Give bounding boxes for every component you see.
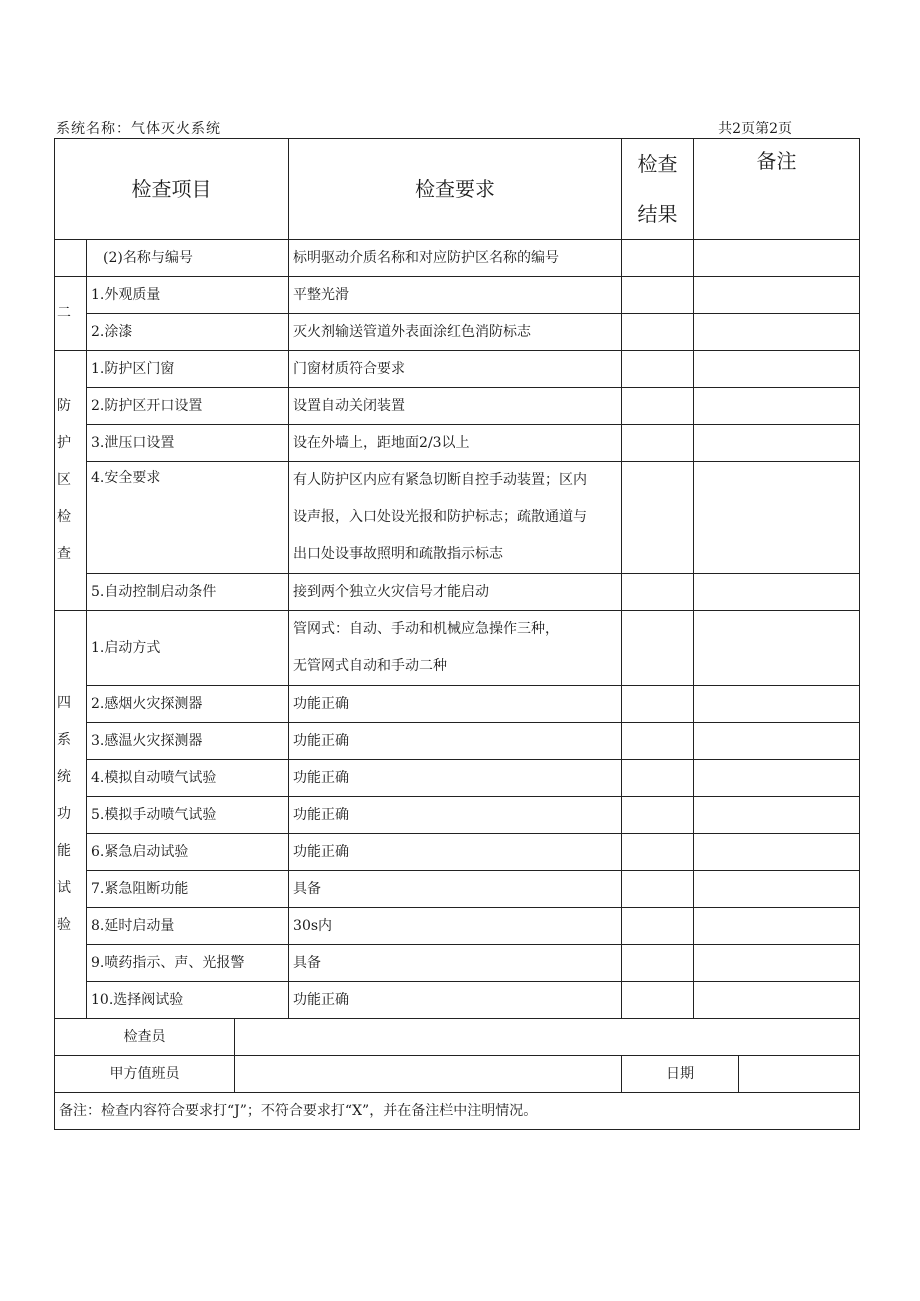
remark-cell[interactable] [694,797,860,834]
result-cell[interactable] [622,834,694,871]
section-four [55,611,87,1019]
requirement-cell: 门窗材质符合要求 [289,351,622,388]
remark-cell[interactable] [694,388,860,425]
section-three-line: 区检 [57,472,71,525]
section-four-line: 四系 [57,695,71,748]
remark-cell[interactable] [694,425,860,462]
result-cell[interactable] [622,611,694,686]
requirement-cell: 功能正确 [289,686,622,723]
requirement-line: 设声报，入口处设光报和防护标志；疏散通道与 [293,509,588,525]
table-row [55,425,860,462]
remark-cell[interactable] [694,611,860,686]
table-row [55,388,860,425]
item-cell: 8.延时启动量 [87,908,289,945]
col-header-result [622,139,694,240]
col-header-item: 检查项目 [55,139,289,240]
requirement-cell: 功能正确 [289,723,622,760]
item-cell: 2.感烟火灾探测器 [87,686,289,723]
section-three-line: 查 [57,546,71,562]
requirement-cell: 标明驱动介质名称和对应防护区名称的编号 [289,240,622,277]
item-cell: 9.喷药指示、声、光报警 [87,945,289,982]
item-cell: 3.泄压口设置 [87,425,289,462]
table-row [55,945,860,982]
remark-cell[interactable] [694,760,860,797]
item-cell: 1.外观质量 [87,277,289,314]
table-row [55,277,860,314]
col-header-result-line2: 结果 [637,202,678,226]
table-row [55,908,860,945]
inspection-table [54,138,860,1130]
section-three [55,351,87,611]
result-cell[interactable] [622,425,694,462]
item-cell: 10.选择阀试验 [87,982,289,1019]
result-cell[interactable] [622,277,694,314]
result-cell[interactable] [622,908,694,945]
table-header-row [55,139,860,240]
item-cell: 7.紧急阻断功能 [87,871,289,908]
requirement-cell: 设置自动关闭装置 [289,388,622,425]
col-header-remark: 备注 [694,139,860,240]
duty-row [55,1056,860,1093]
result-cell[interactable] [622,686,694,723]
result-cell[interactable] [622,574,694,611]
table-row [55,462,860,574]
col-header-requirement: 检查要求 [289,139,622,240]
item-cell: 1.启动方式 [87,611,289,686]
remark-cell[interactable] [694,314,860,351]
requirement-cell: 功能正确 [289,834,622,871]
col-header-result-line1: 检查 [637,152,678,176]
table-row [55,574,860,611]
item-cell: (2)名称与编号 [87,240,289,277]
table-row [55,611,860,686]
date-label: 日期 [622,1056,739,1093]
page-info: 共2页第2页 [718,121,792,137]
requirement-cell: 接到两个独立火灾信号才能启动 [289,574,622,611]
item-cell: 1.防护区门窗 [87,351,289,388]
table-row [55,797,860,834]
requirement-line: 有人防护区内应有紧急切断自控手动装置；区内 [293,472,588,488]
table-row [55,834,860,871]
system-name: 系统名称：气体灭火系统 [56,121,221,137]
result-cell[interactable] [622,723,694,760]
requirement-cell: 设在外墙上，距地面2/3以上 [289,425,622,462]
remark-cell[interactable] [694,277,860,314]
inspector-label: 检查员 [55,1019,235,1056]
result-cell[interactable] [622,982,694,1019]
table-row [55,351,860,388]
item-cell: 4.模拟自动喷气试验 [87,760,289,797]
result-cell[interactable] [622,797,694,834]
remark-cell[interactable] [694,908,860,945]
item-cell: 3.感温火灾探测器 [87,723,289,760]
duty-value[interactable] [235,1056,622,1093]
result-cell[interactable] [622,945,694,982]
requirement-cell: 具备 [289,871,622,908]
remark-cell[interactable] [694,351,860,388]
remark-cell[interactable] [694,945,860,982]
section-two: 二 [55,277,87,351]
inspector-row [55,1019,860,1056]
result-cell[interactable] [622,760,694,797]
footer-note: 备注：检查内容符合要求打“J”；不符合要求打“X”，并在备注栏中注明情况。 [55,1093,860,1130]
table-row [55,686,860,723]
item-cell: 5.模拟手动喷气试验 [87,797,289,834]
item-cell: 2.涂漆 [87,314,289,351]
remark-cell[interactable] [694,982,860,1019]
item-cell: 2.防护区开口设置 [87,388,289,425]
item-cell: 5.自动控制启动条件 [87,574,289,611]
item-cell: 6.紧急启动试验 [87,834,289,871]
remark-cell[interactable] [694,462,860,574]
section-blank [55,240,87,277]
remark-cell[interactable] [694,240,860,277]
requirement-cell [289,462,622,574]
item-cell: 4.安全要求 [87,462,289,574]
inspector-value[interactable] [235,1019,860,1056]
requirement-line: 出口处设事故照明和疏散指示标志 [293,546,504,562]
table-row [55,760,860,797]
duty-label: 甲方值班员 [55,1056,235,1093]
result-cell[interactable] [622,388,694,425]
page-header [56,118,792,138]
requirement-cell: 平整光滑 [289,277,622,314]
section-four-line: 验 [57,917,71,933]
table-row [55,723,860,760]
section-four-line: 能试 [57,843,71,896]
table-row [55,240,860,277]
requirement-line: 管网式：自动、手动和机械应急操作三种， [293,621,560,637]
remark-cell[interactable] [694,723,860,760]
requirement-cell: 功能正确 [289,797,622,834]
requirement-line: 无管网式自动和手动二种 [293,658,448,674]
result-cell[interactable] [622,871,694,908]
requirement-cell [289,611,622,686]
remark-cell[interactable] [694,834,860,871]
result-cell[interactable] [622,240,694,277]
table-row [55,982,860,1019]
result-cell[interactable] [622,314,694,351]
note-row [55,1093,860,1130]
requirement-cell: 功能正确 [289,982,622,1019]
section-four-line: 统功 [57,769,71,822]
result-cell[interactable] [622,462,694,574]
requirement-cell: 功能正确 [289,760,622,797]
table-row [55,871,860,908]
remark-cell[interactable] [694,574,860,611]
table-row [55,314,860,351]
remark-cell[interactable] [694,871,860,908]
date-value[interactable] [739,1056,860,1093]
requirement-cell: 具备 [289,945,622,982]
result-cell[interactable] [622,351,694,388]
requirement-cell: 灭火剂输送管道外表面涂红色消防标志 [289,314,622,351]
requirement-cell: 30s内 [289,908,622,945]
section-three-line: 防护 [57,398,71,451]
remark-cell[interactable] [694,686,860,723]
